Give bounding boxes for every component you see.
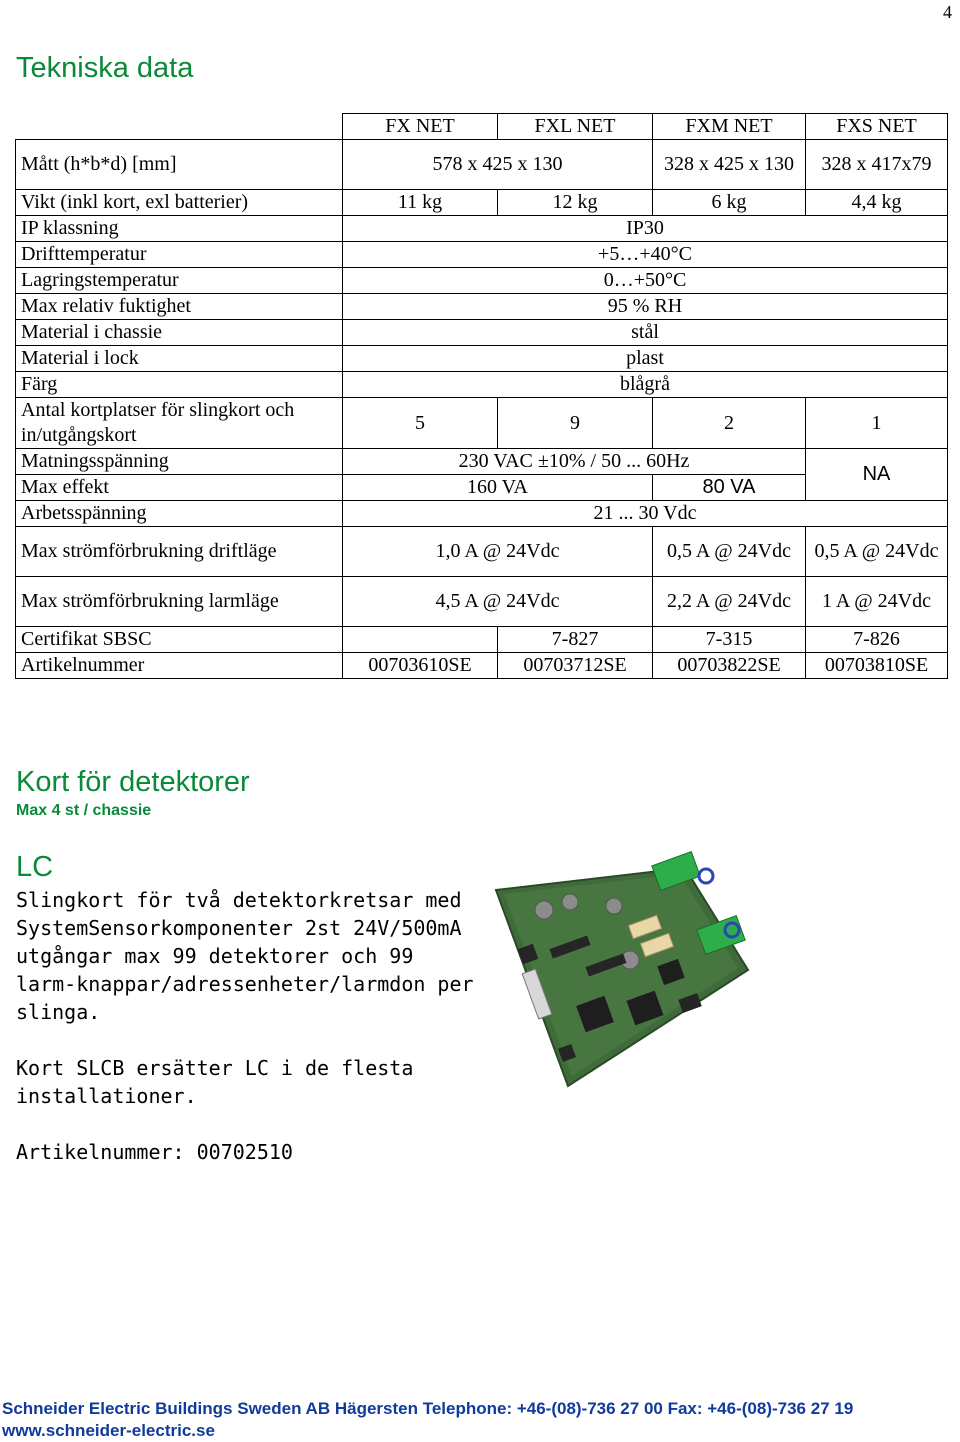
table-row bbox=[16, 577, 948, 627]
cell-article-fxs: 00703810SE bbox=[806, 653, 948, 679]
cell-slots-fxs: 1 bbox=[806, 398, 948, 449]
cell-power-fxm: 80 VA bbox=[653, 475, 806, 501]
table-row bbox=[16, 372, 948, 398]
column-header-fxl: FXL NET bbox=[498, 114, 653, 140]
lc-description-block bbox=[16, 886, 476, 1166]
lc-replacement-note: Kort SLCB ersätter LC i de flesta installationer. bbox=[16, 1056, 414, 1108]
cell-humidity: 95 % RH bbox=[343, 294, 948, 320]
row-label-certificate: Certifikat SBSC bbox=[16, 627, 343, 653]
cell-current-alarm-fxm: 2,2 A @ 24Vdc bbox=[653, 577, 806, 627]
cell-certificate-fxl: 7-827 bbox=[498, 627, 653, 653]
row-label-op-temp: Drifttemperatur bbox=[16, 242, 343, 268]
section-title-technical-data: Tekniska data bbox=[16, 52, 194, 84]
page-number: 4 bbox=[943, 2, 952, 22]
table-header-row bbox=[16, 114, 948, 140]
cell-current-normal-fxs: 0,5 A @ 24Vdc bbox=[806, 527, 948, 577]
table-row bbox=[16, 527, 948, 577]
row-label-storage-temp: Lagringstemperatur bbox=[16, 268, 343, 294]
row-label-slots: Antal kortplatser för slingkort och in/utgångskort bbox=[16, 398, 343, 449]
lc-description: Slingkort för två detektorkretsar med SystemSensorkomponenter 2st 24V/500mA utgångar max 99 detektorer och 99 larm-knappar/adressenheter/larmdon per slinga. bbox=[16, 888, 474, 1024]
technical-data-table bbox=[15, 113, 948, 679]
table-row bbox=[16, 320, 948, 346]
cell-current-normal-fx-fxl: 1,0 A @ 24Vdc bbox=[343, 527, 653, 577]
cell-fxs-na: NA bbox=[806, 449, 948, 501]
cell-dimensions-fx-fxl: 578 x 425 x 130 bbox=[343, 140, 653, 190]
row-label-chassis-material: Material i chassie bbox=[16, 320, 343, 346]
cell-storage-temp: 0…+50°C bbox=[343, 268, 948, 294]
cell-weight-fxs: 4,4 kg bbox=[806, 190, 948, 216]
column-header-fxm: FXM NET bbox=[653, 114, 806, 140]
section-title-detector-cards: Kort för detektorer bbox=[16, 766, 250, 798]
table-row bbox=[16, 140, 948, 190]
lc-article-number: Artikelnummer: 00702510 bbox=[16, 1140, 293, 1164]
cell-current-alarm-fx-fxl: 4,5 A @ 24Vdc bbox=[343, 577, 653, 627]
footer bbox=[2, 1398, 960, 1442]
row-label-current-alarm: Max strömförbrukning larmläge bbox=[16, 577, 343, 627]
row-label-power: Max effekt bbox=[16, 475, 343, 501]
cell-current-normal-fxm: 0,5 A @ 24Vdc bbox=[653, 527, 806, 577]
row-label-article: Artikelnummer bbox=[16, 653, 343, 679]
cell-chassis-material: stål bbox=[343, 320, 948, 346]
row-label-current-normal: Max strömförbrukning driftläge bbox=[16, 527, 343, 577]
cell-slots-fxl: 9 bbox=[498, 398, 653, 449]
column-header-fxs: FXS NET bbox=[806, 114, 948, 140]
cell-article-fxl: 00703712SE bbox=[498, 653, 653, 679]
table-row bbox=[16, 449, 948, 475]
table-row bbox=[16, 216, 948, 242]
table-corner bbox=[16, 114, 343, 140]
cell-current-alarm-fxs: 1 A @ 24Vdc bbox=[806, 577, 948, 627]
table-row bbox=[16, 190, 948, 216]
row-label-supply: Matningsspänning bbox=[16, 449, 343, 475]
table-row bbox=[16, 346, 948, 372]
cell-weight-fx: 11 kg bbox=[343, 190, 498, 216]
cell-weight-fxl: 12 kg bbox=[498, 190, 653, 216]
cell-weight-fxm: 6 kg bbox=[653, 190, 806, 216]
cell-op-temp: +5…+40°C bbox=[343, 242, 948, 268]
cell-ip: IP30 bbox=[343, 216, 948, 242]
cell-slots-fxm: 2 bbox=[653, 398, 806, 449]
cell-slots-fx: 5 bbox=[343, 398, 498, 449]
row-label-humidity: Max relativ fuktighet bbox=[16, 294, 343, 320]
cell-supply: 230 VAC ±10% / 50 ... 60Hz bbox=[343, 449, 806, 475]
cell-dimensions-fxs: 328 x 417x79 bbox=[806, 140, 948, 190]
lc-title: LC bbox=[16, 851, 54, 883]
cell-power-fx-fxl: 160 VA bbox=[343, 475, 653, 501]
cell-certificate-fxs: 7-826 bbox=[806, 627, 948, 653]
table-row bbox=[16, 268, 948, 294]
row-label-working-voltage: Arbetsspänning bbox=[16, 501, 343, 527]
cell-working-voltage: 21 ... 30 Vdc bbox=[343, 501, 948, 527]
row-label-dimensions: Mått (h*b*d) [mm] bbox=[16, 140, 343, 190]
table-row bbox=[16, 627, 948, 653]
table-row bbox=[16, 398, 948, 449]
row-label-color: Färg bbox=[16, 372, 343, 398]
detector-cards-subtitle: Max 4 st / chassie bbox=[16, 802, 152, 819]
row-label-weight: Vikt (inkl kort, exl batterier) bbox=[16, 190, 343, 216]
row-label-ip: IP klassning bbox=[16, 216, 343, 242]
cell-color: blågrå bbox=[343, 372, 948, 398]
table-row bbox=[16, 294, 948, 320]
table-row bbox=[16, 242, 948, 268]
footer-website: www.schneider-electric.se bbox=[2, 1421, 215, 1440]
table-row bbox=[16, 653, 948, 679]
column-header-fx: FX NET bbox=[343, 114, 498, 140]
lc-circuit-board-image bbox=[490, 850, 760, 1090]
row-label-lid-material: Material i lock bbox=[16, 346, 343, 372]
cell-article-fx: 00703610SE bbox=[343, 653, 498, 679]
cell-article-fxm: 00703822SE bbox=[653, 653, 806, 679]
footer-company-contact: Schneider Electric Buildings Sweden AB Hägersten Telephone: +46-(08)-736 27 00 Fax: +46-(08)-736 27 19 bbox=[2, 1399, 854, 1418]
cell-lid-material: plast bbox=[343, 346, 948, 372]
table-row bbox=[16, 501, 948, 527]
cell-dimensions-fxm: 328 x 425 x 130 bbox=[653, 140, 806, 190]
cell-certificate-fx bbox=[343, 627, 498, 653]
cell-certificate-fxm: 7-315 bbox=[653, 627, 806, 653]
